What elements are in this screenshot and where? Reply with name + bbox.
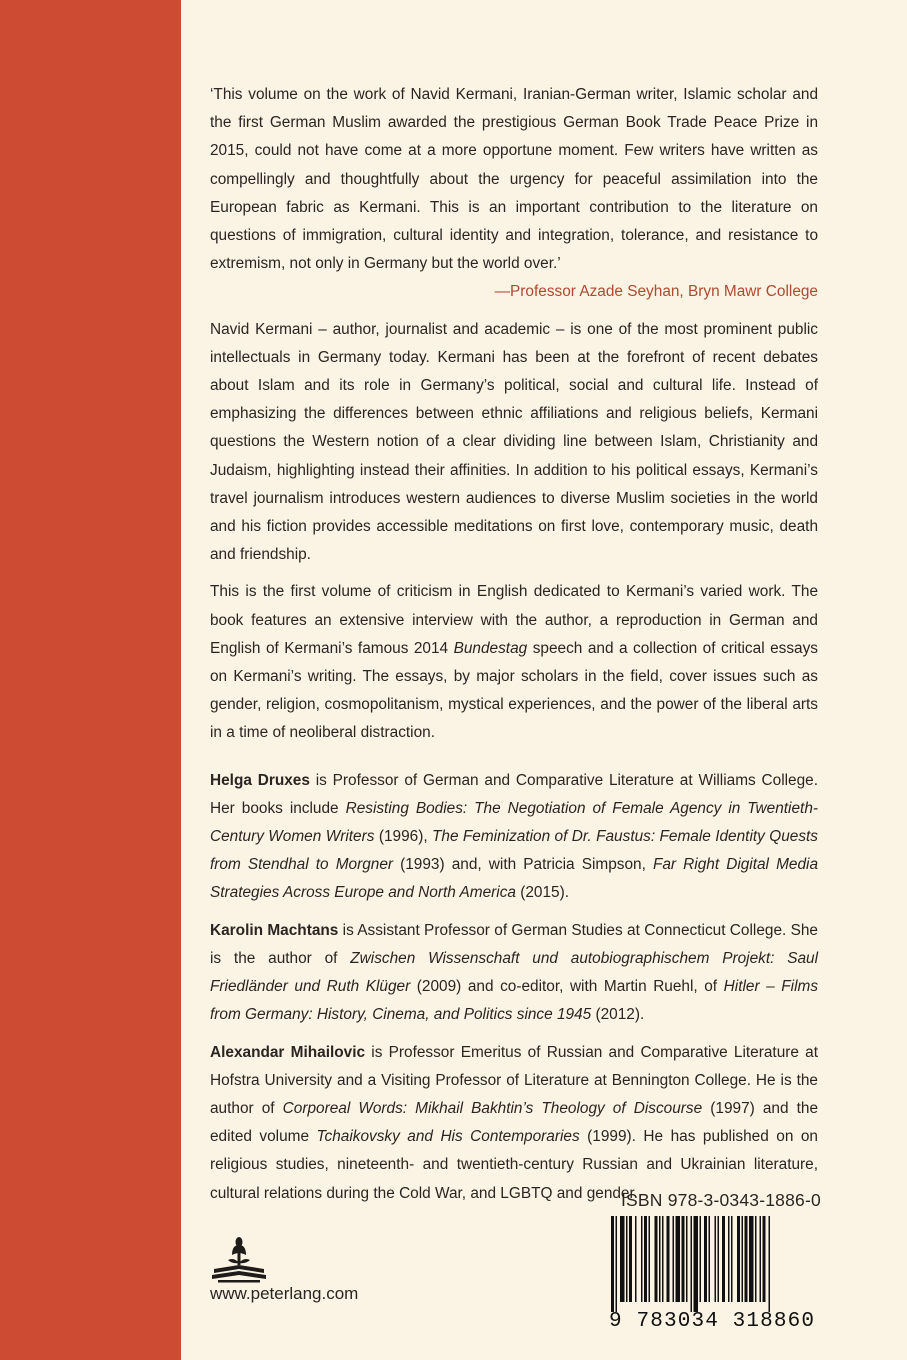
editor-bios [210,767,818,1208]
barcode-bar [769,1216,771,1312]
barcode-bar [760,1216,762,1302]
barcode-bar [737,1216,740,1302]
barcode-bar [763,1216,766,1302]
barcode-bar [635,1216,637,1302]
barcode-bar [700,1216,702,1302]
barcode-bar [722,1216,725,1302]
barcode-bar [694,1216,699,1312]
barcode-bar [715,1216,717,1302]
barcode-icon [609,1216,819,1328]
barcode-bar [742,1216,744,1302]
bio-name: Karolin Machtans [210,921,339,939]
barcode-bar [611,1216,614,1312]
barcode-bar [641,1216,643,1302]
barcode-bar [755,1216,757,1302]
barcode-bar [718,1216,720,1302]
barcode-bar [704,1216,707,1302]
barcode-bar [731,1216,733,1302]
description-paragraph-1: Navid Kermani – author, journalist and academic – is one of the most prominent public intellectuals in Germany today. Kermani has been at the forefront of recent debates about Islam and its role in Germany’s political, social and cultural life. Instead of emphasizing the differences between ethnic affiliations and religious beliefs, Kermani questions the Western notion of a clear dividing line between Islam, Christianity and Judaism, highlighting instead their affinities. In addition to his political essays, Kermani’s travel journalism introduces western audiences to diverse Muslim societies in the world and his fiction provides accessible meditations on first love, contemporary music, death and friendship. [210,320,818,564]
barcode-bar [629,1216,632,1302]
barcode-bar [682,1216,685,1302]
endorsement-quote: ‘This volume on the work of Navid Kermani, Iranian-German writer, Islamic scholar and the first German Muslim awarded the prestigious German Book Trade Peace Prize in 2015, could not have come at a more opportune moment. Few writers have written as compellingly and thoughtfully about the urgency for peaceful assimilation into the European fabric as Kermani. This is an important contribution to the literature on questions of immigration, cultural identity and integration, tolerance, and resistance to extremism, not only in Germany but the world over.’ [210,86,818,273]
barcode-bar [644,1216,647,1302]
barcode-bar [626,1216,628,1302]
bio-mihailovic: Alexandar Mihailovic is Professor Emeritus of Russian and Comparative Literature at Hofstra University and a Visiting Professor of Literature at Bennington College. He is the author of Corporeal Words: Mikhail Bakhtin’s Theology of Discourse (1997) and the edited volume Tchaikovsky and His Contemporaries (1999). He has published on on religious studies, nineteenth- and twentieth-century Russian and Ukrainian literature, cultural relations during the Cold War, and LGBTQ and gender. [210,1043,819,1202]
barcode-bar [709,1216,711,1302]
barcode-bar [649,1216,651,1302]
barcode-digits: 9 783034 318860 [609,1310,814,1328]
barcode-bar [686,1216,688,1302]
barcode-bar [691,1216,693,1312]
bio-druxes: Helga Druxes is Professor of German and Comparative Literature at Williams College. Her books include Resisting Bodies: The Negotiation of Female Agency in Twentieth-Century Women Writers (1996), The Feminization of Dr. Faustus: Female Identity Quests from Stendhal to Morgner (1993) and, with Patricia Simpson, Far Right Digital Media Strategies Across Europe and North America (2015). [210,771,819,902]
barcode-bar [655,1216,658,1302]
barcode-bar [616,1216,618,1312]
barcode-bar [620,1216,625,1302]
bio-name: Helga Druxes [210,771,310,789]
back-cover-text [210,81,818,1217]
bio-name: Alexandar Mihailovic [210,1043,366,1061]
spine-band [0,0,181,1360]
barcode-bar [745,1216,748,1302]
barcode-bar [673,1216,675,1302]
bio-machtans: Karolin Machtans is Assistant Professor of German Studies at Connecticut College. She is the author of Zwischen Wissenschaft und autobiographischem Projekt: Saul Friedländer und Ruth Klüger (2009) and co-editor, with Martin Ruehl, of Hitler – Films from Germany: History, Cinema, and Politics since 1945 (2012). [210,921,819,1024]
barcode-bar [728,1216,730,1302]
description-paragraph-2: This is the first volume of criticism in English dedicated to Kermani’s varied work. The book features an extensive interview with the author, a reproduction in German and English of Kermani’s famous 2014 Bundestag speech and a collection of critical essays on Kermani’s writing. The essays, by major scholars in the field, cover issues such as gender, religion, cosmopolitanism, mystical experiences, and the power of the liberal arts in a time of neoliberal distraction. [210,583,818,742]
publisher-url[interactable]: www.peterlang.com [210,1284,359,1303]
barcode-bar [667,1216,670,1302]
barcode-bar [659,1216,661,1302]
endorsement-attribution: —Professor Azade Seyhan, Bryn Mawr College [494,283,818,301]
publisher-logo-icon [210,1235,268,1283]
isbn-number: ISBN 978-3-0343-1886-0 [621,1190,821,1210]
barcode-bar [749,1216,754,1302]
barcode-bar [676,1216,681,1302]
barcode-bar [662,1216,664,1302]
